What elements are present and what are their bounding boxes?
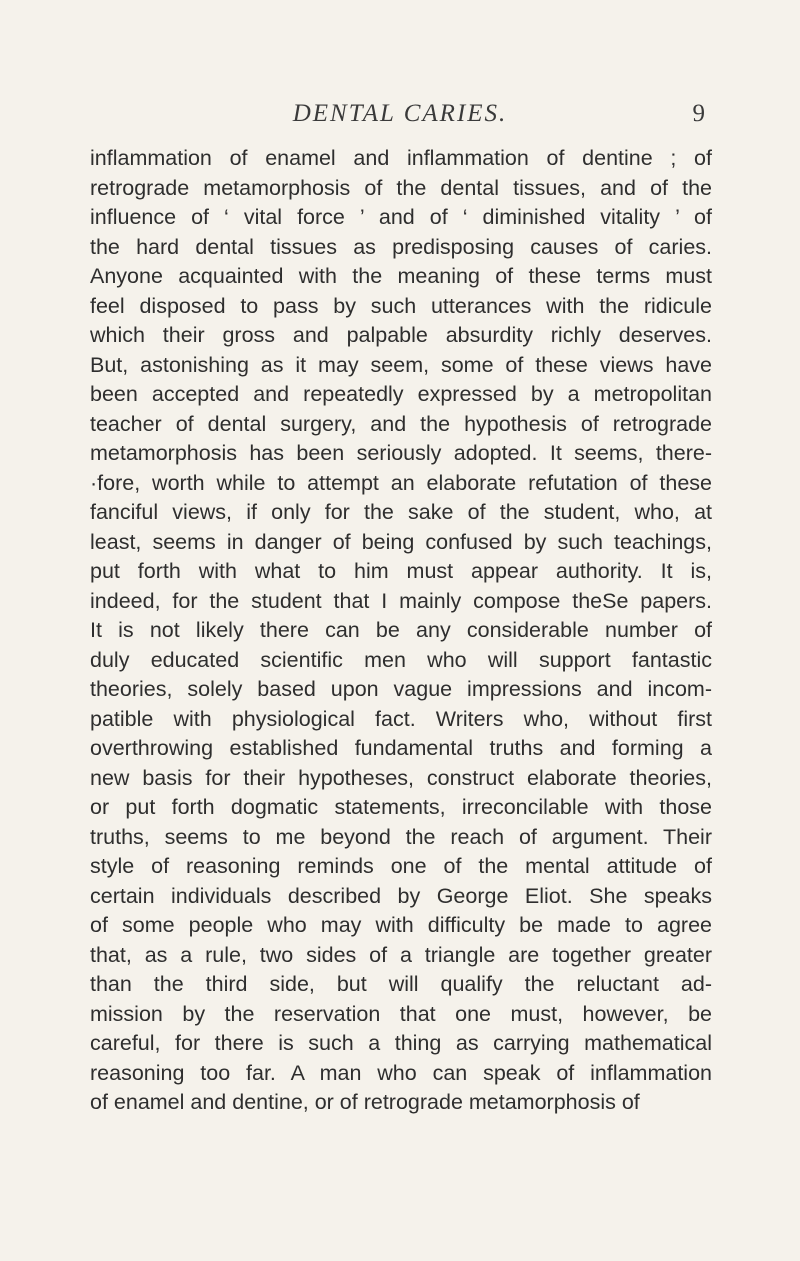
text-line: ·fore, worth while to attempt an elaborate refutation of these <box>90 470 712 495</box>
text-line: new basis for their hypotheses, construct elaborate theories, <box>90 765 712 790</box>
text-line: theories, solely based upon vague impressions and incom- <box>90 677 712 701</box>
text-line: indeed, for the student that I mainly compose theSe papers. <box>90 588 712 613</box>
page-number: 9 <box>692 100 705 127</box>
text-line: reasoning too far. A man who can speak of inflammation <box>90 1060 712 1085</box>
text-line: the hard dental tissues as predisposing causes of caries. <box>90 234 712 259</box>
text-line: It is not likely there can be any considerable number of <box>90 618 712 642</box>
text-line: feel disposed to pass by such utterances with the ridicule <box>90 293 712 318</box>
text-line: Anyone acquainted with the meaning of these terms must <box>90 264 712 288</box>
text-line: style of reasoning reminds one of the mental attitude of <box>90 854 712 878</box>
text-line: But, astonishing as it may seem, some of these views have <box>90 352 712 377</box>
body-text <box>90 144 712 1118</box>
text-line: careful, for there is such a thing as carrying mathematical <box>90 1031 712 1055</box>
text-line: teacher of dental surgery, and the hypothesis of retrograde <box>90 411 712 436</box>
text-line: retrograde metamorphosis of the dental tissues, and of the <box>90 175 712 200</box>
text-line: least, seems in danger of being confused by such teachings, <box>90 529 712 554</box>
text-line: than the third side, but will qualify the reluctant ad- <box>90 972 712 996</box>
text-line: of some people who may with difficulty be made to agree <box>90 913 712 937</box>
text-line: fanciful views, if only for the sake of the student, who, at <box>90 500 712 524</box>
running-title: DENTAL CARIES. <box>292 100 508 127</box>
text-line: been accepted and repeatedly expressed by a metropolitan <box>90 382 712 406</box>
text-line: truths, seems to me beyond the reach of argument. Their <box>90 824 712 849</box>
text-line: mission by the reservation that one must, however, be <box>90 1001 712 1026</box>
page-header <box>120 100 705 140</box>
text-line: metamorphosis has been seriously adopted. It seems, there- <box>90 441 712 465</box>
text-line: that, as a rule, two sides of a triangle are together greater <box>90 942 712 967</box>
text-line: put forth with what to him must appear authority. It is, <box>90 559 712 583</box>
text-line: duly educated scientific men who will support fantastic <box>90 647 712 672</box>
text-line: inflammation of enamel and inflammation of dentine ; of <box>90 146 712 170</box>
text-line: patible with physiological fact. Writers who, without first <box>90 706 712 731</box>
text-line: influence of ‘ vital force ’ and of ‘ diminished vitality ’ of <box>90 205 712 229</box>
text-line: or put forth dogmatic statements, irreconcilable with those <box>90 795 712 819</box>
text-line: which their gross and palpable absurdity richly deserves. <box>90 323 712 347</box>
text-line: of enamel and dentine, or of retrograde metamorphosis of <box>90 1090 640 1114</box>
text-line: certain individuals described by George Eliot. She speaks <box>90 883 712 908</box>
text-line: overthrowing established fundamental truths and forming a <box>90 736 712 760</box>
